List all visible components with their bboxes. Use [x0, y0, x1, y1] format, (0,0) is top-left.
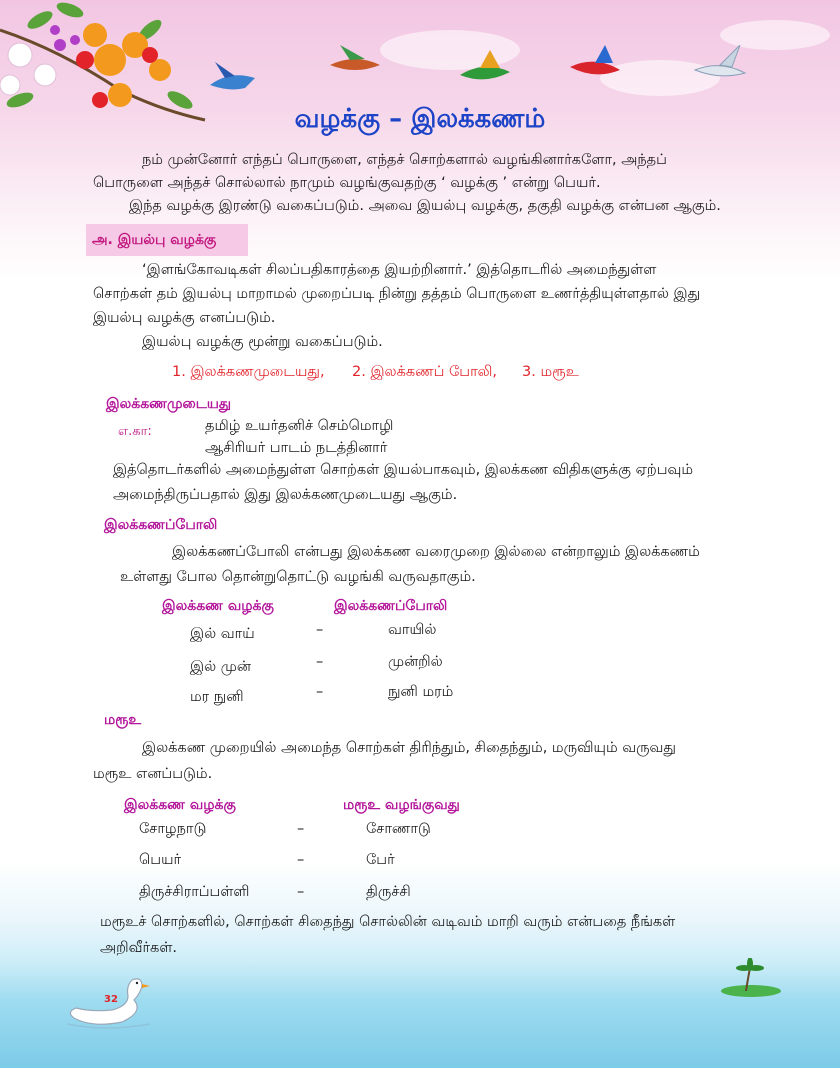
paragraph-line: ‘இளங்கோவடிகள் சிலப்பதிகாரத்தை இயற்றினார்.’ இத்தொடரில் அமைந்துள்ள	[142, 262, 657, 278]
section-label-box	[86, 224, 248, 256]
bird-icon	[565, 45, 625, 85]
example-label: எ.கா:	[118, 424, 152, 439]
paragraph-line: அமைந்திருப்பதால் இது இலக்கணமுடையது ஆகும்.	[113, 487, 458, 503]
paragraph-line: உள்ளது போல தொன்றுதொட்டு வழங்கி வருவதாகும்.	[120, 569, 476, 585]
table-cell: சோழநாடு	[139, 821, 207, 837]
type-item: 1. இலக்கணமுடையது,	[172, 364, 325, 380]
bird-icon	[205, 60, 265, 100]
page-title: வழக்கு – இலக்கணம்	[294, 104, 546, 134]
column-header: இலக்கண வழக்கு	[124, 797, 236, 813]
table-cell: –	[316, 654, 324, 670]
section-label: அ. இயல்பு வழக்கு	[92, 232, 217, 248]
paragraph-line: இலக்கண முறையில் அமைந்த சொற்கள் திரிந்தும், சிதைந்தும், மருவியும் வருவது	[142, 740, 677, 756]
column-header: மரூஉ வழங்குவது	[343, 797, 460, 813]
section-heading: இலக்கணமுடையது	[106, 396, 232, 412]
table-cell: வாயில்	[388, 622, 437, 638]
table-cell: –	[297, 821, 305, 837]
intro-line: இந்த வழக்கு இரண்டு வகைப்படும். அவை இயல்பு வழக்கு, தகுதி வழக்கு என்பன ஆகும்.	[129, 198, 721, 214]
intro-line: பொருளை அந்தச் சொல்லால் நாமும் வழங்குவதற்கு ‘ வழக்கு ’ என்று பெயர்.	[93, 175, 601, 191]
table-cell: –	[297, 884, 305, 900]
paragraph-line: இத்தொடர்களில் அமைந்துள்ள சொற்கள் இயல்பாகவும், இலக்கண விதிகளுக்கு ஏற்பவும்	[113, 462, 694, 478]
paragraph-line: இயல்பு வழக்கு மூன்று வகைப்படும்.	[142, 334, 383, 350]
bird-icon	[690, 45, 750, 85]
column-header: இலக்கணப்போலி	[334, 598, 448, 614]
table-cell: இல் முன்	[190, 659, 251, 675]
table-cell: முன்றில்	[388, 654, 443, 670]
paragraph-line: இயல்பு வழக்கு எனப்படும்.	[93, 310, 276, 326]
bird-icon	[455, 50, 515, 90]
table-cell: திருச்சி	[366, 884, 411, 900]
column-header: இலக்கண வழக்கு	[162, 598, 274, 614]
table-cell: –	[316, 684, 324, 700]
paragraph-line: மரூஉச் சொற்களில், சொற்கள் சிதைந்து சொல்லின் வடிவம் மாறி வரும் என்பதை நீங்கள்	[100, 914, 676, 930]
table-cell: மர நுனி	[190, 689, 244, 705]
island-decoration	[716, 958, 786, 998]
type-item: 2. இலக்கணப் போலி,	[352, 364, 498, 380]
table-cell: பெயர்	[139, 852, 182, 868]
table-cell: இல் வாய்	[190, 626, 255, 642]
table-cell: –	[316, 622, 324, 638]
intro-line: நம் முன்னோர் எந்தப் பொருளை, எந்தச் சொற்களால் வழங்கினார்களோ, அந்தப்	[142, 152, 667, 168]
table-cell: பேர்	[366, 852, 395, 868]
table-cell: திருச்சிராப்பள்ளி	[139, 884, 250, 900]
table-cell: நுனி மரம்	[388, 684, 454, 700]
page-number: 32	[104, 994, 118, 1005]
table-cell: சோணாடு	[366, 821, 431, 837]
paragraph-line: சொற்கள் தம் இயல்பு மாறாமல் முறைப்படி நின்று தத்தம் பொருளை உணர்த்தியுள்ளதால் இது	[93, 286, 701, 302]
section-heading: மரூஉ	[104, 712, 142, 728]
type-item: 3. மரூஉ	[522, 364, 579, 380]
paragraph-line: இலக்கணப்போலி என்பது இலக்கண வரைமுறை இல்லை என்றாலும் இலக்கணம்	[172, 544, 700, 560]
section-heading: இலக்கணப்போலி	[104, 517, 218, 533]
example-line: தமிழ் உயர்தனிச் செம்மொழி	[205, 418, 394, 434]
paragraph-line: மரூஉ எனப்படும்.	[93, 766, 213, 782]
paragraph-line: அறிவீர்கள்.	[100, 940, 178, 956]
example-line: ஆசிரியர் பாடம் நடத்தினார்	[205, 440, 388, 456]
bird-icon	[325, 45, 385, 85]
table-cell: –	[297, 852, 305, 868]
